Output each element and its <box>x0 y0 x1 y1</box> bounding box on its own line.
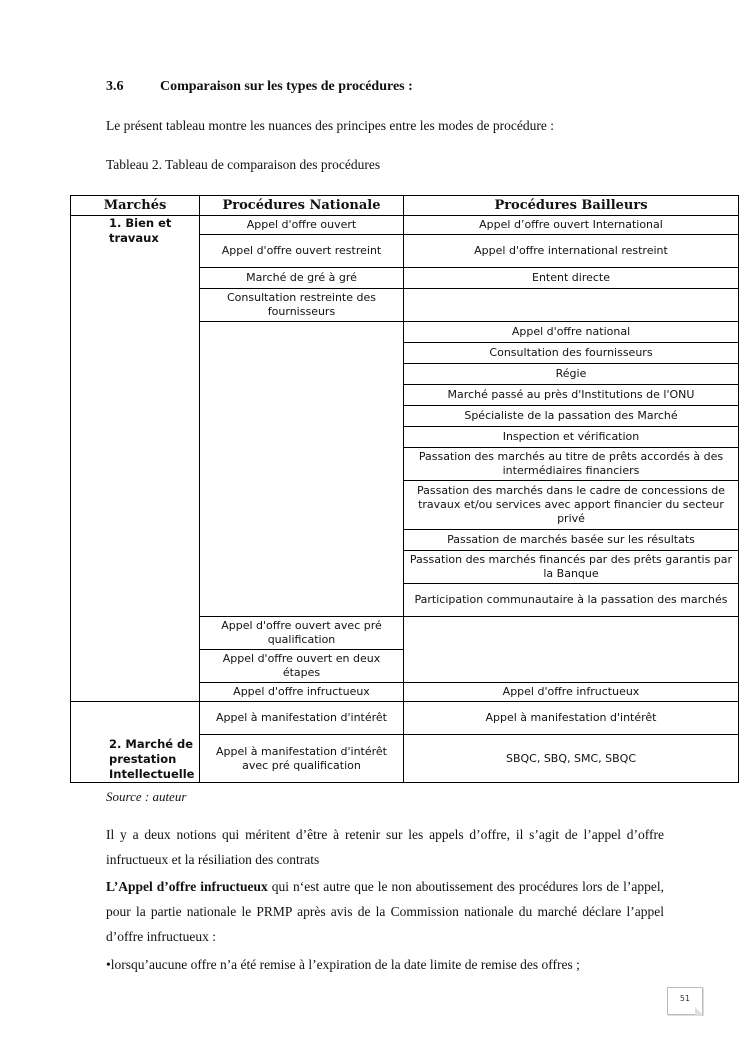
bailleurs-cell: Consultation des fournisseurs <box>404 343 739 364</box>
national-cell: Consultation restreinte des fournisseurs <box>200 289 404 322</box>
bailleurs-cell: Participation communautaire à la passation des marchés <box>404 584 739 617</box>
bailleurs-cell <box>404 289 739 322</box>
comparison-table <box>70 195 739 783</box>
term-appel-infructueux: L’Appel d’offre infructueux <box>106 879 268 894</box>
national-cell: Appel d'offre infructueux <box>200 683 404 702</box>
national-cell: Appel d'offre ouvert <box>200 216 404 235</box>
category-prestation-intellectuelle: 2. Marché de prestation Intellectuelle <box>71 702 200 783</box>
bailleurs-empty-cell <box>404 617 739 683</box>
bailleurs-cell: Passation de marchés basée sur les résultats <box>404 530 739 551</box>
national-cell: Appel d'offre ouvert avec pré qualification <box>200 617 404 650</box>
bailleurs-cell: Marché passé au près d'Institutions de l'ONU <box>404 385 739 406</box>
bailleurs-cell: Inspection et vérification <box>404 427 739 448</box>
page-number: 51 <box>667 987 703 1015</box>
national-empty-cell <box>200 322 404 617</box>
header-procedures-bailleurs: Procédures Bailleurs <box>404 196 739 216</box>
paragraph-appels-offre: Il y a deux notions qui méritent d’être à retenir sur les appels d’offre, il s’agit de l’appel d’offre infructueux et la résiliation des contrats <box>106 827 664 867</box>
bailleurs-cell: Appel d’offre ouvert International <box>404 216 739 235</box>
section-heading <box>106 79 413 95</box>
table-caption: Tableau 2. Tableau de comparaison des procédures <box>106 157 381 172</box>
national-cell: Appel à manifestation d'intérêt avec pré qualification <box>200 735 404 783</box>
paragraph-appel-infructueux-text: qui n‘est autre que le non aboutissement des procédures lors de l’appel, pour la partie nationale le PRMP après avis de la Commission nationale du marché déclare l’appel d’offre infructueux : <box>106 879 664 944</box>
header-marches: Marchés <box>71 196 200 216</box>
bullet-text: lorsqu’aucune offre n’a été remise à l’expiration de la date limite de remise des offres ; <box>110 957 580 972</box>
bailleurs-cell: Entent directe <box>404 268 739 289</box>
section-title: Comparaison sur les types de procédures : <box>160 79 413 94</box>
table-header-row <box>71 196 739 216</box>
bailleurs-cell: Régie <box>404 364 739 385</box>
national-cell: Appel à manifestation d'intérêt <box>200 702 404 735</box>
section-number: 3.6 <box>106 79 124 94</box>
table-row <box>71 702 739 735</box>
bailleurs-cell: Spécialiste de la passation des Marché <box>404 406 739 427</box>
bullet-item <box>106 952 664 977</box>
bailleurs-cell: Appel d'offre infructueux <box>404 683 739 702</box>
bailleurs-cell: Appel à manifestation d'intérêt <box>404 702 739 735</box>
bullet-icon: • <box>106 957 111 972</box>
national-cell: Appel d'offre ouvert en deux étapes <box>200 650 404 683</box>
bailleurs-cell: SBQC, SBQ, SMC, SBQC <box>404 735 739 783</box>
header-procedures-nationale: Procédures Nationale <box>200 196 404 216</box>
bailleurs-cell: Passation des marchés au titre de prêts accordés à des intermédiaires financiers <box>404 448 739 481</box>
national-cell: Marché de gré à gré <box>200 268 404 289</box>
bailleurs-cell: Passation des marchés dans le cadre de concessions de travaux et/ou services avec apport financier du secteur privé <box>404 481 739 530</box>
bailleurs-cell: Appel d'offre international restreint <box>404 235 739 268</box>
paragraph-appel-infructueux <box>106 874 664 949</box>
intro-text: Le présent tableau montre les nuances des principes entre les modes de procédure : <box>106 118 554 133</box>
category-bien-travaux: 1. Bien et travaux <box>71 216 200 702</box>
bailleurs-cell: Appel d'offre national <box>404 322 739 343</box>
national-cell: Appel d'offre ouvert restreint <box>200 235 404 268</box>
bailleurs-cell: Passation des marchés financés par des prêts garantis par la Banque <box>404 551 739 584</box>
table-source: Source : auteur <box>106 789 187 804</box>
table-row <box>71 216 739 235</box>
